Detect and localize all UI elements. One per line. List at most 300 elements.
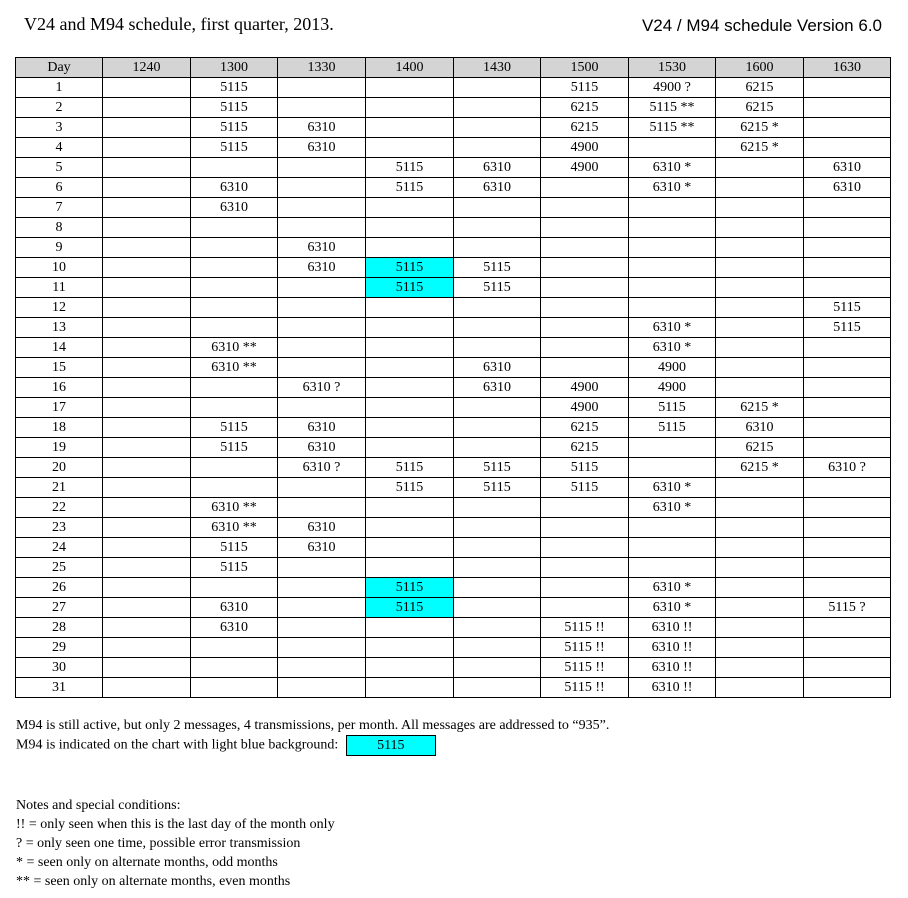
schedule-cell — [454, 638, 541, 658]
schedule-cell — [103, 358, 191, 378]
table-row — [16, 658, 891, 678]
day-cell: 3 — [16, 118, 103, 138]
schedule-cell — [191, 258, 278, 278]
day-cell: 23 — [16, 518, 103, 538]
schedule-cell — [103, 138, 191, 158]
schedule-cell — [103, 618, 191, 638]
schedule-cell: 5115 — [541, 78, 629, 98]
day-cell: 8 — [16, 218, 103, 238]
table-row — [16, 458, 891, 478]
schedule-cell: 5115 — [366, 598, 454, 618]
column-header: 1530 — [629, 58, 716, 78]
day-cell: 21 — [16, 478, 103, 498]
note-item: ** = seen only on alternate months, even months — [16, 874, 291, 889]
table-row — [16, 278, 891, 298]
day-cell: 17 — [16, 398, 103, 418]
day-cell: 20 — [16, 458, 103, 478]
schedule-cell — [541, 598, 629, 618]
schedule-cell: 5115 — [366, 158, 454, 178]
schedule-cell: 6310 — [191, 198, 278, 218]
schedule-cell — [454, 318, 541, 338]
schedule-cell: 6215 — [541, 438, 629, 458]
schedule-cell: 6215 * — [716, 138, 804, 158]
day-cell: 12 — [16, 298, 103, 318]
schedule-cell — [278, 198, 366, 218]
table-row — [16, 598, 891, 618]
m94-sample-cell: 5115 — [346, 735, 436, 756]
schedule-cell: 5115 — [191, 418, 278, 438]
day-cell: 26 — [16, 578, 103, 598]
schedule-cell: 6310 — [716, 418, 804, 438]
schedule-cell: 6310 * — [629, 318, 716, 338]
schedule-cell — [366, 298, 454, 318]
schedule-cell: 5115 — [366, 578, 454, 598]
schedule-cell — [103, 218, 191, 238]
schedule-cell: 6310 !! — [629, 618, 716, 638]
schedule-cell: 6310 ** — [191, 518, 278, 538]
header-row — [16, 58, 891, 78]
day-cell: 5 — [16, 158, 103, 178]
schedule-cell — [804, 538, 891, 558]
schedule-cell — [804, 558, 891, 578]
schedule-cell: 6310 — [804, 178, 891, 198]
schedule-cell — [191, 158, 278, 178]
schedule-cell — [716, 658, 804, 678]
table-row — [16, 138, 891, 158]
table-row — [16, 218, 891, 238]
schedule-cell: 6310 — [278, 138, 366, 158]
schedule-cell — [103, 638, 191, 658]
schedule-cell — [103, 438, 191, 458]
day-cell: 14 — [16, 338, 103, 358]
schedule-cell — [278, 278, 366, 298]
schedule-cell — [454, 138, 541, 158]
note-item: ? = only seen one time, possible error transmission — [16, 836, 301, 851]
schedule-cell — [103, 318, 191, 338]
schedule-cell — [454, 678, 541, 698]
schedule-cell — [366, 358, 454, 378]
schedule-cell: 4900 — [541, 378, 629, 398]
schedule-cell — [716, 238, 804, 258]
schedule-cell — [716, 258, 804, 278]
schedule-cell — [804, 378, 891, 398]
schedule-cell: 5115 !! — [541, 658, 629, 678]
schedule-cell — [716, 358, 804, 378]
schedule-cell — [454, 578, 541, 598]
schedule-cell — [804, 658, 891, 678]
schedule-cell: 5115 — [629, 418, 716, 438]
schedule-cell — [716, 618, 804, 638]
schedule-cell — [278, 178, 366, 198]
schedule-cell — [541, 278, 629, 298]
schedule-cell — [541, 498, 629, 518]
schedule-cell: 4900 ? — [629, 78, 716, 98]
schedule-cell — [103, 478, 191, 498]
schedule-cell — [804, 258, 891, 278]
m94-line-1: M94 is still active, but only 2 messages, 4 transmissions, per month. All messages are addressed to “935”. — [16, 718, 610, 733]
schedule-cell — [191, 298, 278, 318]
schedule-cell — [454, 198, 541, 218]
schedule-cell: 4900 — [629, 358, 716, 378]
schedule-cell — [541, 218, 629, 238]
column-header: 1630 — [804, 58, 891, 78]
schedule-cell: 5115 — [191, 438, 278, 458]
schedule-cell — [716, 378, 804, 398]
schedule-cell — [804, 118, 891, 138]
schedule-cell — [629, 238, 716, 258]
schedule-cell — [103, 678, 191, 698]
m94-line-2 — [16, 735, 609, 756]
schedule-cell — [278, 598, 366, 618]
schedule-cell — [541, 538, 629, 558]
schedule-cell — [191, 378, 278, 398]
schedule-cell — [629, 518, 716, 538]
day-cell: 1 — [16, 78, 103, 98]
table-row — [16, 578, 891, 598]
schedule-cell — [804, 438, 891, 458]
schedule-cell — [716, 218, 804, 238]
schedule-cell — [366, 98, 454, 118]
day-cell: 2 — [16, 98, 103, 118]
schedule-cell — [103, 78, 191, 98]
schedule-cell — [103, 418, 191, 438]
schedule-cell: 5115 — [191, 98, 278, 118]
column-header: Day — [16, 58, 103, 78]
table-row — [16, 618, 891, 638]
schedule-cell — [804, 218, 891, 238]
schedule-cell: 5115 — [804, 298, 891, 318]
table-row — [16, 538, 891, 558]
schedule-cell — [716, 498, 804, 518]
schedule-cell: 4900 — [541, 138, 629, 158]
column-header: 1430 — [454, 58, 541, 78]
schedule-cell — [366, 618, 454, 638]
schedule-cell — [103, 498, 191, 518]
day-cell: 31 — [16, 678, 103, 698]
schedule-cell: 5115 — [366, 478, 454, 498]
day-cell: 27 — [16, 598, 103, 618]
schedule-cell — [278, 78, 366, 98]
schedule-cell: 6310 ** — [191, 358, 278, 378]
schedule-cell — [716, 538, 804, 558]
schedule-cell — [541, 318, 629, 338]
schedule-cell: 5115 !! — [541, 678, 629, 698]
schedule-cell: 5115 — [804, 318, 891, 338]
schedule-cell: 6215 — [716, 78, 804, 98]
schedule-cell: 6310 — [454, 378, 541, 398]
schedule-cell — [278, 158, 366, 178]
schedule-cell — [366, 678, 454, 698]
schedule-cell — [366, 398, 454, 418]
schedule-cell: 6310 — [804, 158, 891, 178]
notes-heading: Notes and special conditions: — [16, 798, 181, 813]
table-row — [16, 78, 891, 98]
schedule-cell — [454, 238, 541, 258]
schedule-cell: 6310 — [278, 518, 366, 538]
schedule-cell — [366, 118, 454, 138]
day-cell: 13 — [16, 318, 103, 338]
schedule-cell — [103, 658, 191, 678]
schedule-cell — [629, 218, 716, 238]
schedule-cell — [366, 438, 454, 458]
schedule-cell: 5115 — [191, 118, 278, 138]
schedule-cell — [278, 678, 366, 698]
table-row — [16, 398, 891, 418]
schedule-cell: 6310 — [278, 538, 366, 558]
schedule-cell — [191, 658, 278, 678]
schedule-cell — [454, 398, 541, 418]
schedule-cell — [629, 458, 716, 478]
schedule-cell: 6310 * — [629, 478, 716, 498]
schedule-cell — [103, 458, 191, 478]
table-row — [16, 358, 891, 378]
schedule-cell — [103, 558, 191, 578]
note-item: !! = only seen when this is the last day of the month only — [16, 817, 335, 832]
schedule-cell: 6215 — [716, 98, 804, 118]
column-header: 1500 — [541, 58, 629, 78]
schedule-cell — [454, 498, 541, 518]
schedule-cell — [278, 318, 366, 338]
schedule-cell: 5115 — [191, 538, 278, 558]
table-row — [16, 338, 891, 358]
schedule-cell: 6310 — [191, 178, 278, 198]
table-row — [16, 178, 891, 198]
schedule-cell — [716, 598, 804, 618]
schedule-cell: 6215 * — [716, 398, 804, 418]
schedule-cell: 6310 — [278, 258, 366, 278]
schedule-cell — [103, 598, 191, 618]
day-cell: 19 — [16, 438, 103, 458]
day-cell: 4 — [16, 138, 103, 158]
schedule-cell — [716, 338, 804, 358]
table-row — [16, 158, 891, 178]
schedule-cell: 5115 !! — [541, 618, 629, 638]
table-row — [16, 378, 891, 398]
schedule-cell — [804, 678, 891, 698]
schedule-cell: 6310 * — [629, 338, 716, 358]
schedule-cell — [716, 638, 804, 658]
schedule-cell — [103, 538, 191, 558]
schedule-cell — [278, 218, 366, 238]
schedule-cell: 5115 — [366, 458, 454, 478]
schedule-cell — [103, 258, 191, 278]
schedule-cell: 6310 ? — [278, 378, 366, 398]
schedule-cell — [454, 518, 541, 538]
schedule-cell — [191, 458, 278, 478]
schedule-cell — [454, 598, 541, 618]
schedule-cell — [629, 438, 716, 458]
table-row — [16, 438, 891, 458]
schedule-cell: 5115 — [191, 558, 278, 578]
schedule-cell — [366, 658, 454, 678]
schedule-cell — [716, 558, 804, 578]
column-header: 1400 — [366, 58, 454, 78]
schedule-cell — [103, 278, 191, 298]
schedule-cell — [541, 578, 629, 598]
schedule-cell — [103, 198, 191, 218]
schedule-cell — [716, 518, 804, 538]
schedule-cell: 4900 — [541, 158, 629, 178]
schedule-cell — [804, 78, 891, 98]
schedule-cell: 6310 ** — [191, 498, 278, 518]
schedule-cell — [278, 658, 366, 678]
schedule-cell — [191, 478, 278, 498]
schedule-cell — [278, 478, 366, 498]
schedule-cell — [804, 498, 891, 518]
schedule-cell — [103, 238, 191, 258]
schedule-cell: 6310 * — [629, 158, 716, 178]
schedule-cell: 5115 — [541, 478, 629, 498]
schedule-cell: 5115 ** — [629, 118, 716, 138]
day-cell: 7 — [16, 198, 103, 218]
schedule-cell: 6310 !! — [629, 678, 716, 698]
schedule-cell — [541, 258, 629, 278]
table-row — [16, 238, 891, 258]
column-header: 1600 — [716, 58, 804, 78]
schedule-cell — [716, 298, 804, 318]
schedule-cell — [191, 238, 278, 258]
schedule-cell — [366, 418, 454, 438]
schedule-cell — [804, 198, 891, 218]
schedule-cell — [278, 338, 366, 358]
version-label: V24 / M94 schedule Version 6.0 — [641, 16, 882, 35]
day-cell: 16 — [16, 378, 103, 398]
schedule-cell: 5115 ? — [804, 598, 891, 618]
table-row — [16, 678, 891, 698]
schedule-cell: 6310 ? — [278, 458, 366, 478]
schedule-cell — [541, 198, 629, 218]
schedule-cell — [191, 638, 278, 658]
schedule-cell: 6310 ? — [804, 458, 891, 478]
schedule-cell: 4900 — [541, 398, 629, 418]
day-cell: 28 — [16, 618, 103, 638]
table-row — [16, 318, 891, 338]
schedule-cell — [541, 238, 629, 258]
schedule-cell: 6310 — [191, 598, 278, 618]
schedule-cell: 6310 — [454, 178, 541, 198]
schedule-cell — [454, 438, 541, 458]
schedule-cell — [191, 278, 278, 298]
table-row — [16, 478, 891, 498]
m94-line-2-text: M94 is indicated on the chart with light blue background: — [16, 737, 339, 753]
schedule-cell — [454, 538, 541, 558]
schedule-cell: 6310 — [454, 358, 541, 378]
schedule-cell: 6310 — [278, 238, 366, 258]
schedule-cell — [716, 178, 804, 198]
schedule-cell — [629, 258, 716, 278]
schedule-cell — [366, 138, 454, 158]
schedule-cell — [191, 678, 278, 698]
schedule-cell: 5115 — [629, 398, 716, 418]
schedule-cell: 6215 — [716, 438, 804, 458]
schedule-cell — [541, 518, 629, 538]
schedule-cell — [366, 338, 454, 358]
schedule-cell — [541, 358, 629, 378]
table-row — [16, 118, 891, 138]
schedule-cell — [629, 558, 716, 578]
page-title: V24 and M94 schedule, first quarter, 2013. — [24, 14, 334, 34]
schedule-cell — [804, 638, 891, 658]
day-cell: 10 — [16, 258, 103, 278]
schedule-cell — [366, 198, 454, 218]
schedule-cell — [366, 638, 454, 658]
schedule-cell — [716, 158, 804, 178]
schedule-cell — [454, 298, 541, 318]
day-cell: 29 — [16, 638, 103, 658]
schedule-cell — [103, 338, 191, 358]
schedule-cell — [804, 398, 891, 418]
schedule-cell: 5115 — [366, 258, 454, 278]
schedule-cell — [278, 498, 366, 518]
schedule-cell: 6215 — [541, 98, 629, 118]
schedule-cell — [804, 338, 891, 358]
schedule-cell: 6310 * — [629, 498, 716, 518]
schedule-cell: 5115 — [191, 138, 278, 158]
schedule-cell — [278, 618, 366, 638]
schedule-cell — [366, 538, 454, 558]
schedule-cell — [804, 278, 891, 298]
schedule-cell — [541, 298, 629, 318]
table-row — [16, 98, 891, 118]
schedule-cell — [454, 218, 541, 238]
schedule-cell — [716, 198, 804, 218]
schedule-cell — [191, 318, 278, 338]
schedule-cell: 6310 — [278, 438, 366, 458]
table-row — [16, 418, 891, 438]
schedule-cell — [454, 338, 541, 358]
day-cell: 9 — [16, 238, 103, 258]
schedule-cell — [804, 98, 891, 118]
day-cell: 15 — [16, 358, 103, 378]
schedule-cell — [454, 558, 541, 578]
schedule-cell — [366, 78, 454, 98]
schedule-cell — [629, 298, 716, 318]
schedule-cell: 5115 !! — [541, 638, 629, 658]
schedule-cell — [629, 278, 716, 298]
schedule-cell: 5115 — [454, 278, 541, 298]
schedule-cell: 4900 — [629, 378, 716, 398]
schedule-cell — [804, 238, 891, 258]
schedule-cell — [191, 398, 278, 418]
schedule-cell: 5115 — [191, 78, 278, 98]
schedule-cell — [804, 518, 891, 538]
schedule-cell: 6310 — [278, 118, 366, 138]
schedule-cell: 6215 — [541, 118, 629, 138]
schedule-cell — [103, 518, 191, 538]
schedule-cell: 5115 — [454, 258, 541, 278]
schedule-cell — [454, 418, 541, 438]
table-row — [16, 498, 891, 518]
schedule-cell — [804, 418, 891, 438]
schedule-cell — [103, 578, 191, 598]
schedule-cell: 6310 — [454, 158, 541, 178]
schedule-cell: 6215 — [541, 418, 629, 438]
schedule-cell: 6310 * — [629, 578, 716, 598]
m94-note — [16, 716, 609, 756]
schedule-cell — [804, 358, 891, 378]
schedule-cell — [278, 358, 366, 378]
schedule-cell — [103, 398, 191, 418]
schedule-cell — [804, 578, 891, 598]
schedule-cell — [454, 98, 541, 118]
table-row — [16, 518, 891, 538]
day-cell: 25 — [16, 558, 103, 578]
schedule-cell — [629, 198, 716, 218]
schedule-cell: 6310 * — [629, 178, 716, 198]
table-row — [16, 638, 891, 658]
schedule-cell — [629, 538, 716, 558]
schedule-cell — [278, 298, 366, 318]
